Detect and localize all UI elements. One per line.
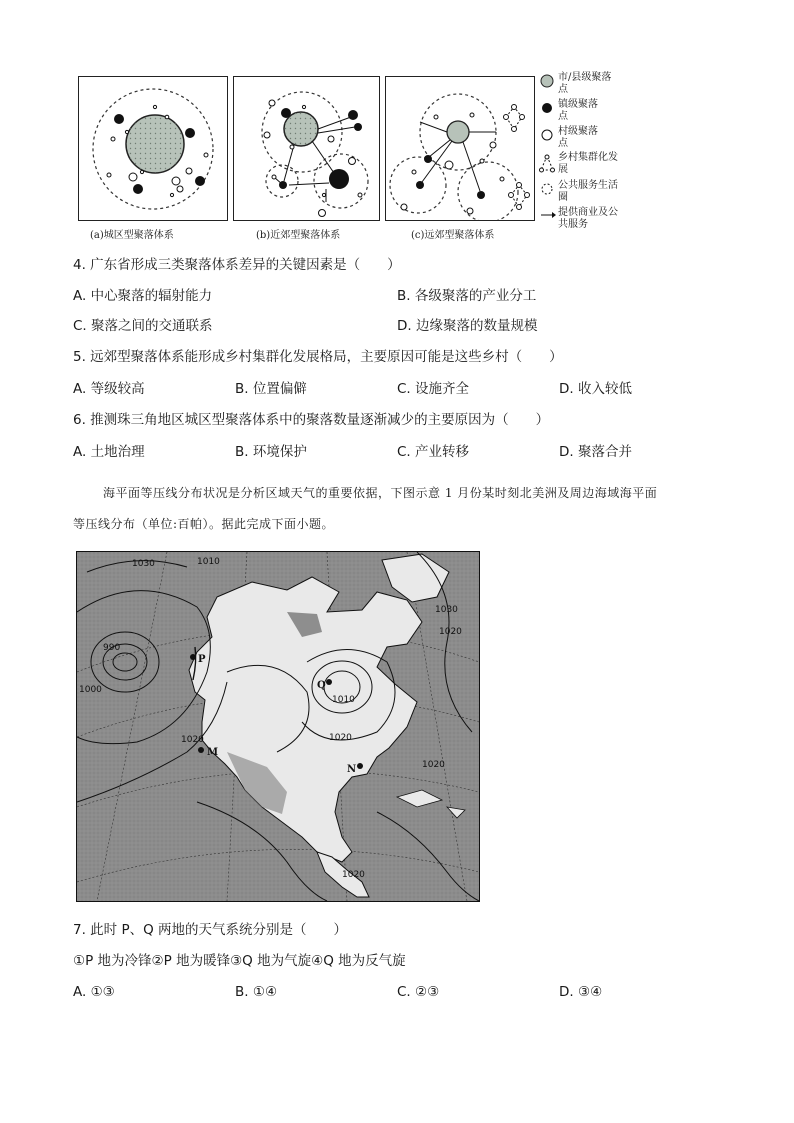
point-p-label: P xyxy=(198,654,206,665)
point-m-label: M xyxy=(207,747,219,758)
city-county-settlement-icon xyxy=(540,74,554,88)
q6-option-b[interactable]: B. 环境保护 xyxy=(235,444,307,460)
q6-option-a[interactable]: A. 土地治理 xyxy=(73,444,145,460)
caption-a: (a)城区型聚落体系 xyxy=(90,230,174,241)
q7-option-b[interactable]: B. ①④ xyxy=(235,984,278,1000)
isobar-map-svg xyxy=(77,552,479,901)
q7-option-d[interactable]: D. ③④ xyxy=(559,984,603,1000)
question-7-statements: ①P 地为冷锋②P 地为暖锋③Q 地为气旋④Q 地为反气旋 xyxy=(73,953,406,969)
town-settlement-icon xyxy=(540,101,554,115)
isobar-map xyxy=(76,551,480,902)
isobar-label-1030-ne: 1030 xyxy=(435,605,458,615)
q4-option-c[interactable]: C. 聚落之间的交通联系 xyxy=(73,318,213,334)
village-settlement-icon xyxy=(540,128,554,142)
panel-suburban-diagram xyxy=(234,77,379,220)
q4-option-b[interactable]: B. 各级聚落的产业分工 xyxy=(397,288,537,304)
q6-option-d[interactable]: D. 聚落合并 xyxy=(559,444,632,460)
q4-option-a[interactable]: A. 中心聚落的辐射能力 xyxy=(73,288,213,304)
isobar-label-1020-south: 1020 xyxy=(342,870,365,880)
intro-line-1: 海平面等压线分布状况是分析区域天气的重要依据，下图示意 1 月份某时刻北美洲及周边海域海平面 xyxy=(103,486,658,500)
question-7-stem: 7. 此时 P、Q 两地的天气系统分别是（ ） xyxy=(73,922,348,938)
question-4-stem: 4. 广东省形成三类聚落体系差异的关键因素是（ ） xyxy=(73,257,401,273)
isobar-label-1000: 1000 xyxy=(79,685,102,695)
settlement-figure: (a)城区型聚落体系 (b)近郊型聚落体系 (c)远郊型聚落体系 市/县级聚落点 镇级聚落点 村级聚落点 乡村集群化发展 公共服务生活圈 提供商业及公共服务 xyxy=(78,72,638,242)
isobar-label-1020-west: 1020 xyxy=(181,735,204,745)
q4-option-d[interactable]: D. 边缘聚落的数量规模 xyxy=(397,318,538,334)
q5-option-a[interactable]: A. 等级较高 xyxy=(73,381,145,397)
q5-option-c[interactable]: C. 设施齐全 xyxy=(397,381,470,397)
q5-option-b[interactable]: B. 位置偏僻 xyxy=(235,381,307,397)
caption-c: (c)远郊型聚落体系 xyxy=(411,230,495,241)
arrow-icon xyxy=(540,210,556,220)
point-n-label: N xyxy=(347,764,357,775)
public-service-circle-icon xyxy=(540,182,554,196)
panel-exurban xyxy=(385,76,535,221)
panel-urban xyxy=(78,76,228,221)
isobar-label-1020-east: 1020 xyxy=(329,733,352,743)
q6-option-c[interactable]: C. 产业转移 xyxy=(397,444,470,460)
intro-line-2: 等压线分布（单位:百帕）。据此完成下面小题。 xyxy=(73,517,335,531)
question-5-stem: 5. 远郊型聚落体系能形成乡村集群化发展格局，主要原因可能是这些乡村（ ） xyxy=(73,349,563,365)
q7-option-a[interactable]: A. ①③ xyxy=(73,984,115,1000)
isobar-label-990: 990 xyxy=(103,643,121,653)
isobar-label-1010-q: 1010 xyxy=(332,695,355,705)
isobar-label-1020-ne: 1020 xyxy=(439,627,462,637)
question-6-stem: 6. 推测珠三角地区城区型聚落体系中的聚落数量逐渐减少的主要原因为（ ） xyxy=(73,412,550,428)
point-q-label: Q xyxy=(317,680,326,691)
isobar-label-1030-nw: 1030 xyxy=(132,559,155,569)
rural-cluster-icon xyxy=(539,154,555,174)
isobar-label-1020-atlantic: 1020 xyxy=(422,760,445,770)
q5-option-d[interactable]: D. 收入较低 xyxy=(559,381,632,397)
panel-suburban xyxy=(233,76,380,221)
panel-urban-diagram xyxy=(79,77,227,220)
caption-b: (b)近郊型聚落体系 xyxy=(256,230,341,241)
isobar-label-1010-n: 1010 xyxy=(197,557,220,567)
q7-option-c[interactable]: C. ②③ xyxy=(397,984,440,1000)
panel-exurban-diagram xyxy=(386,77,534,220)
